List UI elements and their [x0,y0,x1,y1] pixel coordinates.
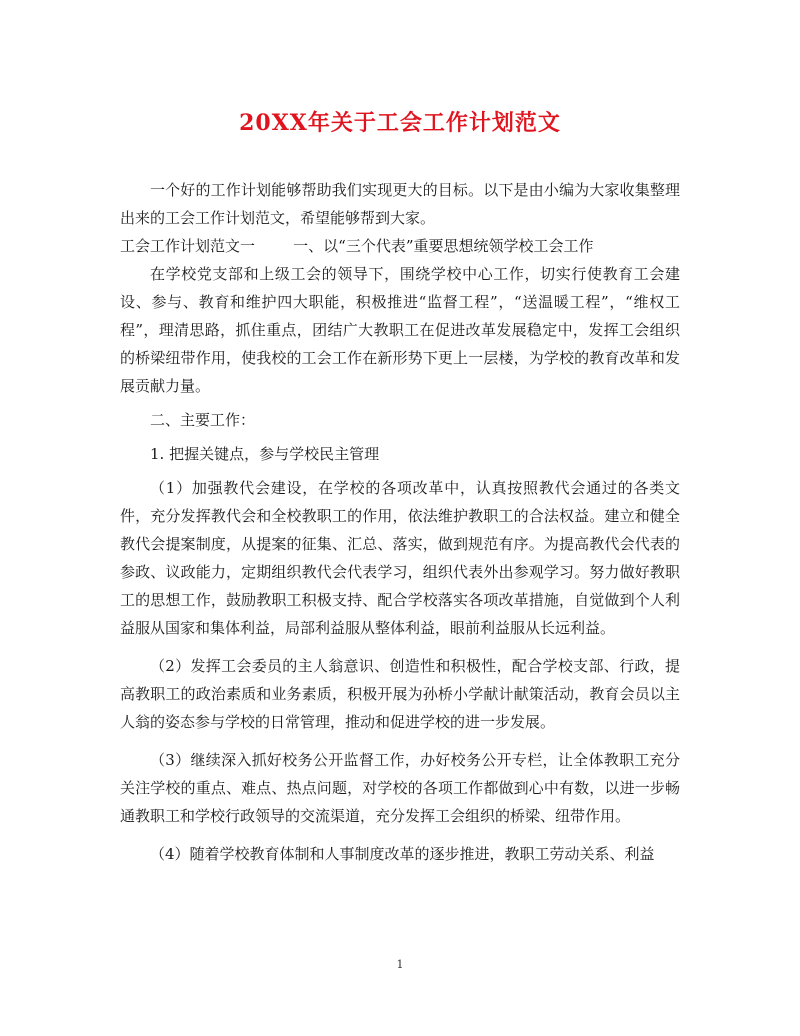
section-label: 工会工作计划范文一 [120,237,256,255]
section-heading: 一、以“三个代表”重要思想统领学校工会工作 [293,237,594,255]
heading-key-point: 1. 把握关键点，参与学校民主管理 [150,445,380,463]
page-number: 1 [396,958,404,971]
list-item-3: （3）继续深入抓好校务公开监督工作，办好校务公开专栏，让全体教职工充分关注学校的重点、难点、热点问题，对学校的各项工作都做到心中有数，以进一步畅通教职工和学校行政领导的交流渠道，充分发挥工会组织的桥梁、纽带作用。 [120,751,680,825]
heading-main-work: 二、主要工作： [150,411,256,429]
list-item-2: （2）发挥工会委员的主人翁意识、创造性和积极性，配合学校支部、行政，提高教职工的政治素质和业务素质，积极开展为孙桥小学献计献策活动，教育会员以主人翁的姿态参与学校的日常管理，推动和促进学校的进一步发展。 [120,657,680,731]
document-title: 20XX年关于工会工作计划范文 [239,110,561,136]
list-item-4: （4）随着学校教育体制和人事制度改革的逐步推进，教职工劳动关系、利益 [150,845,655,863]
paragraph-1: 在学校党支部和上级工会的领导下，围绕学校中心工作，切实行使教育工会建设、参与、教育和维护四大职能，积极推进“监督工程”，“送温暖工程”，“维权工程”，理清思路，抓住重点，团结广大教职工在促进改革发展稳定中，发挥工会组织的桥梁纽带作用，使我校的工会工作在新形势下更上一层楼，为学校的教育改革和发展贡献力量。 [120,265,680,395]
intro-paragraph: 一个好的工作计划能够帮助我们实现更大的目标。以下是由小编为大家收集整理出来的工会工作计划范文，希望能够帮到大家。 [120,181,680,227]
list-item-1: （1）加强教代会建设，在学校的各项改革中，认真按照教代会通过的各类文件，充分发挥教代会和全校教职工的作用，依法维护教职工的合法权益。建立和健全教代会提案制度，从提案的征集、汇总、落实，做到规范有序。为提高教代会代表的参政、议政能力，定期组织教代会代表学习，组织代表外出参观学习。努力做好教职工的思想工作，鼓励教职工积极支持、配合学校落实各项改革措施，自觉做到个人利益服从国家和集体利益，局部利益服从整体利益，眼前利益服从长远利益。 [120,479,680,637]
document-body [120,176,680,868]
section-line [120,232,680,260]
